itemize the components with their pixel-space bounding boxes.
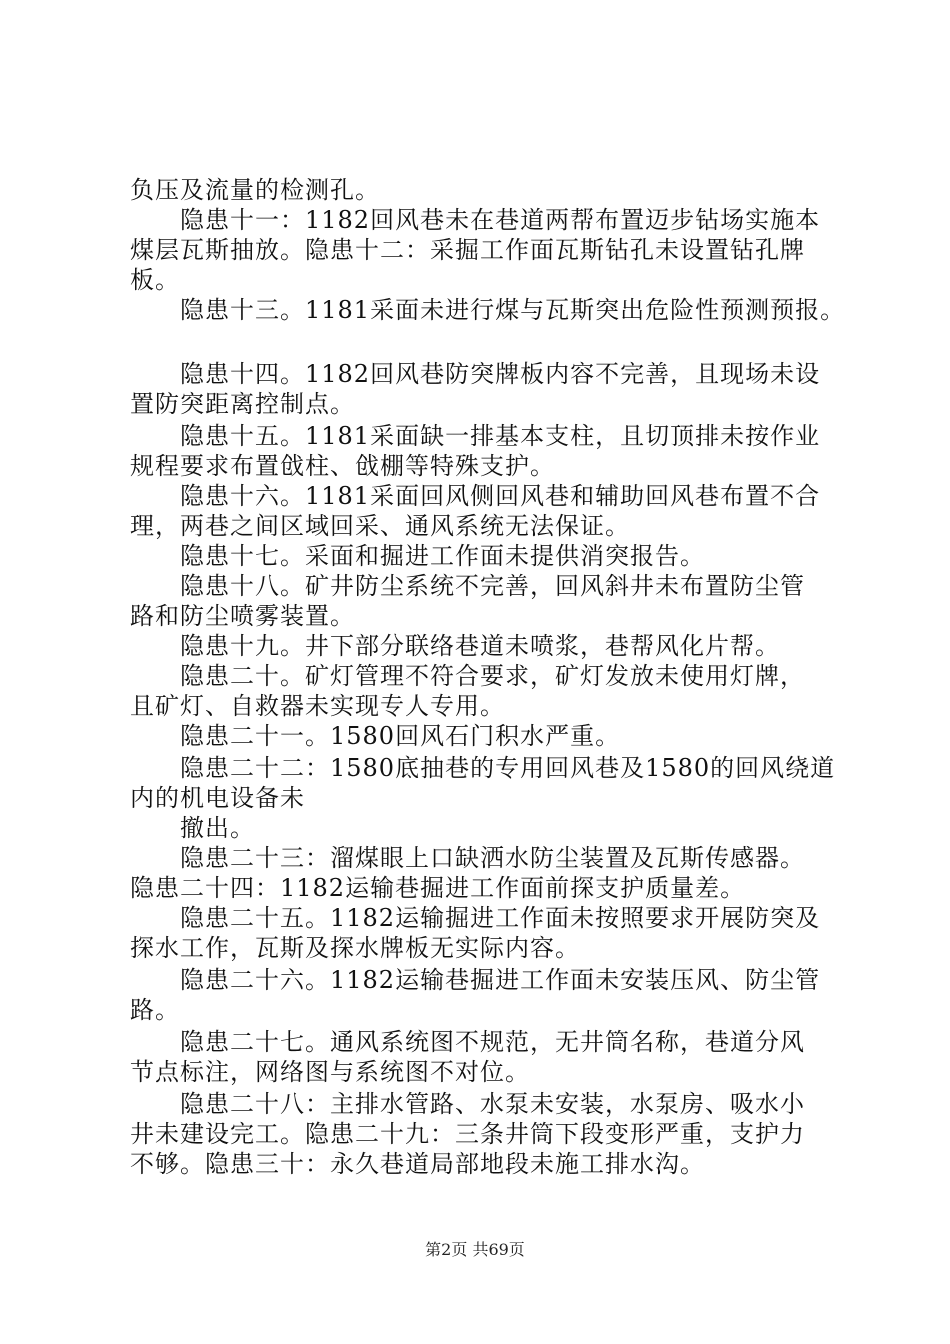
text-line: 节点标注，网络图与系统图不对位。 [130,1058,530,1086]
text-line: 隐患二十三：溜煤眼上口缺洒水防尘装置及瓦斯传感器。 [180,844,805,872]
text-line: 隐患十四。1182回风巷防突牌板内容不完善，且现场未设 [180,360,821,388]
text-line: 板。 [130,266,180,294]
text-line: 撤出。 [180,814,255,842]
text-line: 隐患二十六。1182运输巷掘进工作面未安装压风、防尘管 [180,966,821,994]
text-line: 规程要求布置戗柱、戗棚等特殊支护。 [130,452,555,480]
text-line: 隐患二十四：1182运输巷掘进工作面前探支护质量差。 [130,874,746,902]
text-line: 隐患十一：1182回风巷未在巷道两帮布置迈步钻场实施本 [180,206,821,234]
text-line: 路和防尘喷雾装置。 [130,602,355,630]
text-line: 煤层瓦斯抽放。隐患十二：采掘工作面瓦斯钻孔未设置钻孔牌 [130,236,805,264]
text-line: 不够。隐患三十：永久巷道局部地段未施工排水沟。 [130,1150,705,1178]
text-line: 隐患十七。采面和掘进工作面未提供消突报告。 [180,542,705,570]
text-line: 隐患十六。1181采面回风侧回风巷和辅助回风巷布置不合 [180,482,821,510]
text-line: 隐患十五。1181采面缺一排基本支柱，且切顶排未按作业 [180,422,821,450]
text-line: 探水工作，瓦斯及探水牌板无实际内容。 [130,934,580,962]
text-line: 路。 [130,996,180,1024]
text-line: 隐患二十七。通风系统图不规范，无井筒名称，巷道分风 [180,1028,805,1056]
text-line: 隐患十九。井下部分联络巷道未喷浆，巷帮风化片帮。 [180,632,780,660]
text-line: 隐患二十一。1580回风石门积水严重。 [180,722,621,750]
text-line: 隐患二十五。1182运输掘进工作面未按照要求开展防突及 [180,904,821,932]
text-line: 负压及流量的检测孔。 [130,176,380,204]
text-line: 隐患十三。1181采面未进行煤与瓦斯突出危险性预测预报。 [180,296,846,324]
text-line: 且矿灯、自救器未实现专人专用。 [130,692,505,720]
text-line: 隐患二十。矿灯管理不符合要求，矿灯发放未使用灯牌， [180,662,805,690]
text-line: 内的机电设备未 [130,784,305,812]
text-line: 隐患十八。矿井防尘系统不完善，回风斜井未布置防尘管 [180,572,805,600]
text-line: 隐患二十八：主排水管路、水泵未安装，水泵房、吸水小 [180,1090,805,1118]
text-line: 理，两巷之间区域回采、通风系统无法保证。 [130,512,630,540]
page-footer: 第2页 共69页 [425,1240,525,1259]
text-line: 隐患二十二：1580底抽巷的专用回风巷及1580的回风绕道 [180,754,836,782]
text-line: 井未建设完工。隐患二十九：三条井筒下段变形严重，支护力 [130,1120,805,1148]
text-line: 置防突距离控制点。 [130,390,355,418]
